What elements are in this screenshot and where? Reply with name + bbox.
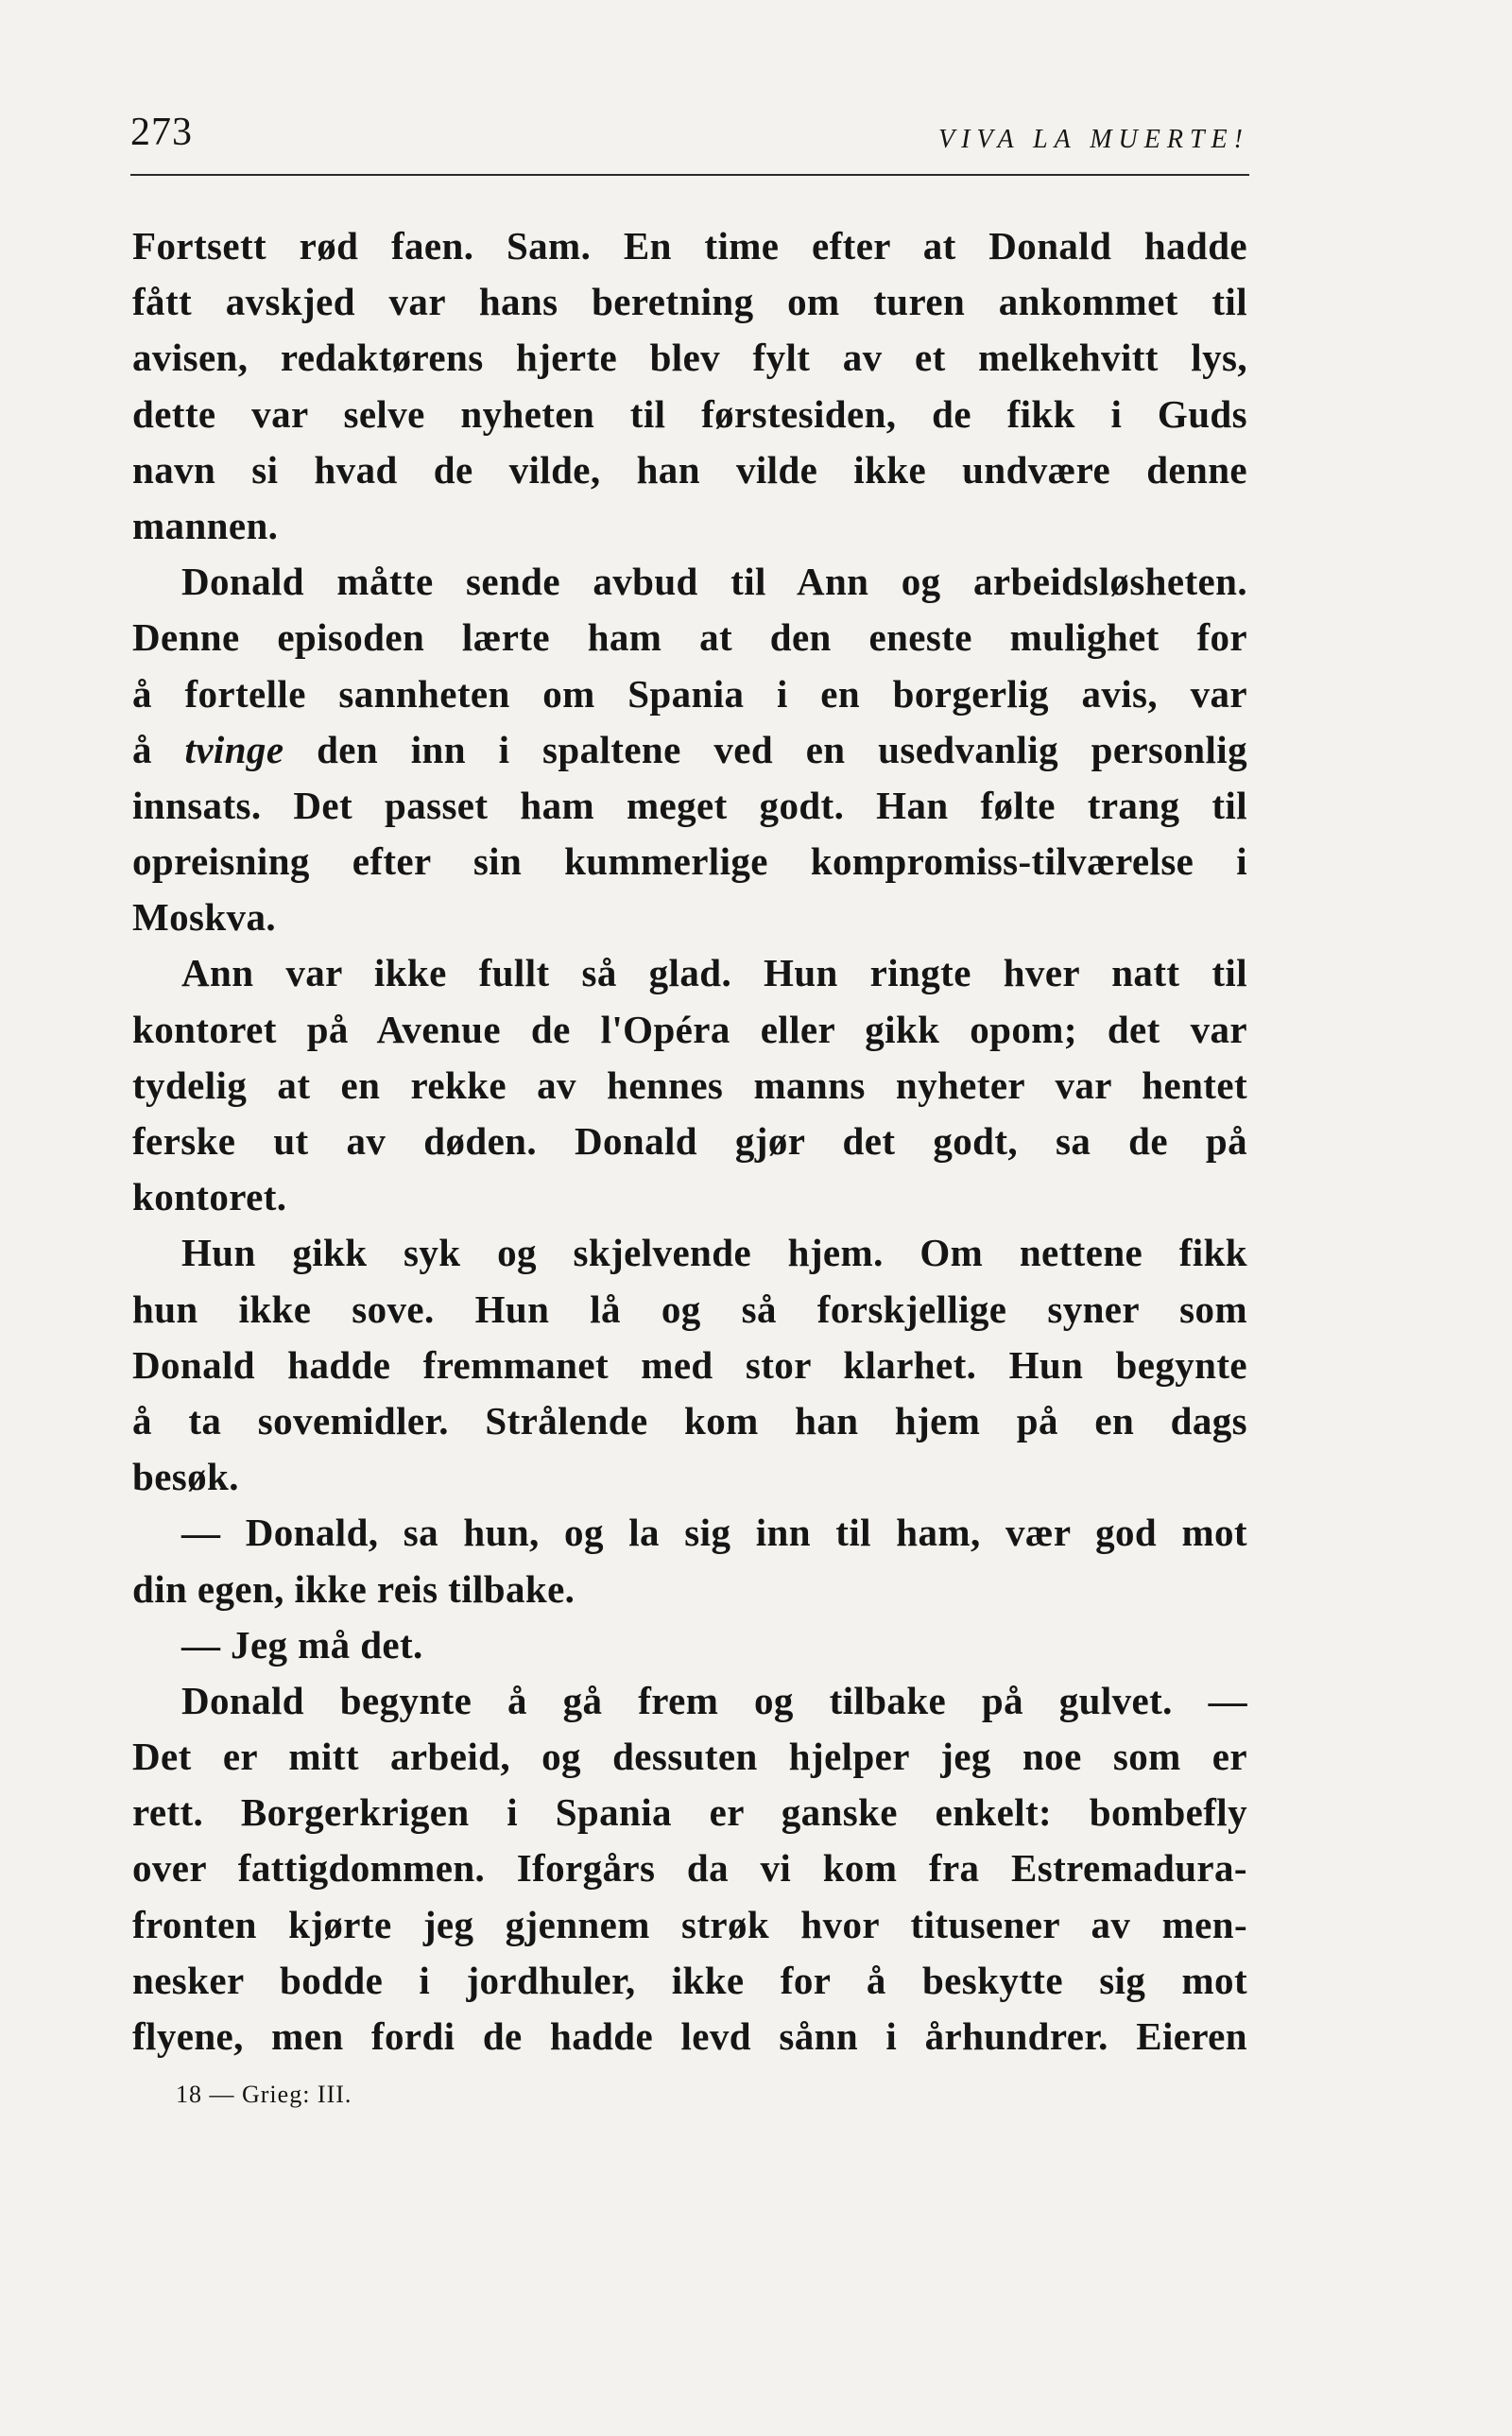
text-line: innsats. Det passet ham meget godt. Han følte trang til (132, 783, 1247, 827)
text-line: rett. Borgerkrigen i Spania er ganske enkelt: bombefly (132, 1790, 1247, 1835)
text-line: kontoret. (132, 1175, 287, 1219)
text-line: hun ikke sove. Hun lå og så forskjellige syner som (132, 1287, 1247, 1331)
text-line: dette var selve nyheten til førstesiden, de fikk i Guds (132, 391, 1247, 436)
text-line: kontoret på Avenue de l'Opéra eller gikk opom; det var (132, 1007, 1247, 1051)
text-line (132, 722, 1247, 778)
text-line: — Donald, sa hun, og la sig inn til ham, vær god mot (181, 1511, 1247, 1555)
body-text (132, 218, 1247, 2065)
text-line: fronten kjørte jeg gjennem strøk hvor titusener av men- (132, 1902, 1247, 1946)
text-line: flyene, men fordi de hadde levd sånn i århundrer. Eieren (132, 2014, 1247, 2058)
text-line: å fortelle sannheten om Spania i en borgerlig avis, var (132, 671, 1247, 716)
text-line: Det er mitt arbeid, og dessuten hjelper jeg noe som er (132, 1735, 1247, 1779)
text-line: din egen, ikke reis tilbake. (132, 1566, 576, 1611)
text-line: Donald måtte sende avbud til Ann og arbeidsløsheten. (181, 560, 1247, 604)
text-line: fått avskjed var hans beretning om turen ankommet til (132, 280, 1247, 324)
text-line: ferske ut av døden. Donald gjør det godt, sa de på (132, 1119, 1247, 1163)
printer-signature: 18 — Grieg: III. (176, 2081, 352, 2108)
text-line: Donald begynte å gå frem og tilbake på gulvet. — (181, 1678, 1247, 1722)
text-line: Fortsett rød faen. Sam. En time efter at Donald hadde (132, 224, 1247, 268)
text-line: opreisning efter sin kummerlige kompromiss-tilværelse i (132, 839, 1247, 884)
text-line: nesker bodde i jordhuler, ikke for å beskytte sig mot (132, 1958, 1247, 2002)
text-line: Hun gikk syk og skjelvende hjem. Om nettene fikk (181, 1231, 1247, 1275)
text-line: Ann var ikke fullt så glad. Hun ringte hver natt til (181, 951, 1247, 995)
text-line: tydelig at en rekke av hennes manns nyheter var hentet (132, 1063, 1247, 1107)
text-line: over fattigdommen. Iforgårs da vi kom fra Estremadura- (132, 1846, 1247, 1891)
text-line: Denne episoden lærte ham at den eneste mulighet for (132, 615, 1247, 660)
text-line: avisen, redaktørens hjerte blev fylt av et melkehvitt lys, (132, 336, 1247, 380)
text-segment: den inn i spaltene ved en usedvanlig personlig (284, 727, 1247, 771)
text-line: å ta sovemidler. Strålende kom han hjem på en dags (132, 1398, 1247, 1443)
page-number: 273 (130, 111, 193, 154)
text-line: besøk. (132, 1455, 239, 1499)
page-header (130, 106, 1249, 176)
text-line: — Jeg må det. (181, 1622, 423, 1667)
text-line: Moskva. (132, 895, 277, 940)
text-line: mannen. (132, 503, 279, 547)
italic-word: tvinge (184, 727, 284, 771)
running-title: VIVA LA MUERTE! (938, 125, 1249, 154)
text-line: navn si hvad de vilde, han vilde ikke undvære denne (132, 447, 1247, 492)
text-segment: å (132, 727, 185, 771)
text-line: Donald hadde fremmanet med stor klarhet. Hun begynte (132, 1342, 1247, 1387)
